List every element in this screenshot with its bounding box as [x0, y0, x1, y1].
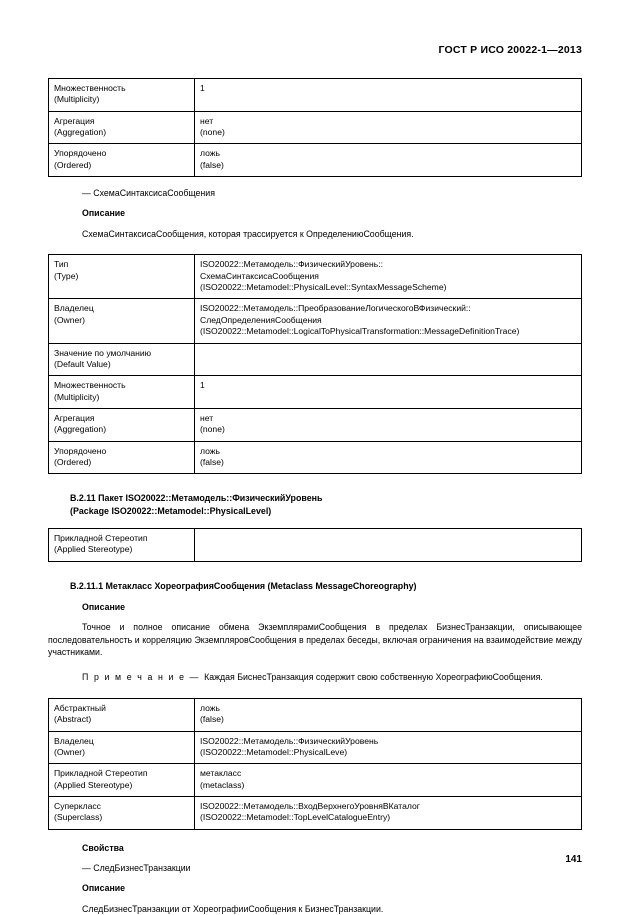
table-cell-value [195, 111, 582, 144]
value-line-1: ISO20022::Метамодель::ФизическийУровень [200, 735, 379, 746]
value-line-2: (none) [200, 127, 225, 138]
bullet-business-transaction-trace: — СледБизнесТранзакции [82, 863, 191, 874]
description-heading: Описание [82, 883, 126, 894]
table-cell-value [195, 376, 582, 409]
spacer [48, 220, 582, 228]
value-line-1: нет [200, 412, 214, 423]
spacer [48, 895, 582, 903]
table-4-body [49, 698, 582, 829]
table-cell-label [49, 299, 195, 343]
spacer [48, 199, 582, 207]
table-cell-label [49, 731, 195, 764]
table-cell-label [49, 144, 195, 177]
value-line-3: (ISO20022::Metamodel::PhysicalLevel::SyntaxMessageScheme) [200, 282, 447, 293]
table-cell-label [49, 698, 195, 731]
table-cell-label [49, 255, 195, 299]
page-header: ГОСТ Р ИСО 20022-1—2013 [438, 44, 582, 56]
bullet-syntax-scheme: — СхемаСинтаксисаСообщения [82, 188, 215, 199]
table-cell-value [195, 764, 582, 797]
table-cell-label [49, 441, 195, 474]
table-cell-value [195, 529, 582, 562]
table-1-body [49, 79, 582, 177]
label-line-ru: Владелец [54, 303, 94, 314]
attribute-table-4 [48, 698, 582, 830]
spacer [48, 854, 582, 862]
label-line-ru: Тип [54, 259, 69, 270]
table-row [49, 343, 582, 376]
label-line-en: (Aggregation) [54, 424, 107, 435]
value-line-1: ложь [200, 445, 221, 456]
label-line-en: (Applied Stereotype) [54, 544, 133, 555]
spacer [48, 830, 582, 842]
table-row [49, 408, 582, 441]
properties-heading: Свойства [82, 842, 124, 853]
label-line-en: (Owner) [54, 747, 86, 757]
value-line-1: ложь [200, 148, 221, 159]
table-cell-value [195, 408, 582, 441]
description-heading: Описание [82, 208, 126, 219]
label-line-ru: Суперкласс [54, 801, 101, 812]
table-cell-label [49, 797, 195, 830]
table-cell-label [49, 111, 195, 144]
value-line-2: (metaclass) [200, 779, 245, 790]
label-line-ru: Абстрактный [54, 702, 106, 713]
label-line-ru: Владелец [54, 735, 94, 746]
page-content [48, 78, 582, 915]
table-row [49, 79, 582, 112]
spacer [48, 593, 582, 601]
table-row [49, 376, 582, 409]
value-line-2: СледОпределенияСообщения [200, 314, 322, 325]
label-line-ru: Упорядочено [54, 148, 107, 159]
spacer [48, 659, 582, 671]
label-line-ru: Прикладной Стереотип [54, 533, 148, 544]
table-cell-label [49, 343, 195, 376]
value-line-2: (false) [200, 456, 224, 467]
value-line-2: (ISO20022::Metamodel::PhysicalLeve) [200, 747, 348, 757]
spacer [48, 177, 582, 187]
table-cell-label [49, 408, 195, 441]
page-number: 141 [565, 854, 582, 865]
label-line-ru: Множественность [54, 380, 126, 391]
table-cell-value [195, 698, 582, 731]
note-text: Каждая БиснесТранзакция содержит свою собственную ХореографиюСообщения. [204, 672, 543, 683]
value-line-1: ISO20022::Метамодель::ФизическийУровень:: [200, 259, 383, 270]
value-line-2: (false) [200, 714, 224, 725]
table-3-body [49, 529, 582, 562]
value-line-3: (ISO20022::Metamodel::LogicalToPhysicalTransformation::MessageDefinitionTrace) [200, 326, 520, 337]
table-row [49, 111, 582, 144]
label-line-en: (Owner) [54, 314, 86, 325]
description-text: СледБизнесТранзакции от ХореографииСообщения к БизнесТранзакции. [82, 903, 384, 914]
value-line-2: СхемаСинтаксисаСообщения [200, 270, 319, 281]
table-cell-value [195, 299, 582, 343]
table-row [49, 255, 582, 299]
spacer [48, 240, 582, 254]
section-heading-b2-11-line2: (Package ISO20022::Metamodel::PhysicalLevel) [70, 506, 272, 517]
description-text: СхемаСинтаксисаСообщения, которая трассируется к ОпределениюСообщения. [82, 228, 414, 239]
table-cell-label [49, 529, 195, 562]
table-cell-value [195, 797, 582, 830]
table-row [49, 797, 582, 830]
value-line-1: ISO20022::Метамодель::ВходВерхнегоУровняВКаталог [200, 801, 420, 812]
label-line-en: (Superclass) [54, 812, 103, 823]
table-cell-label [49, 764, 195, 797]
value-line-2: (ISO20022::Metamodel::TopLevelCatalogueEntry) [200, 812, 391, 823]
label-line-en: (Applied Stereotype) [54, 779, 133, 790]
label-line-en: (Default Value) [54, 358, 111, 369]
table-cell-value [195, 343, 582, 376]
table-cell-value [195, 255, 582, 299]
table-row [49, 764, 582, 797]
value-line-2: (false) [200, 159, 224, 170]
table-cell-value [195, 441, 582, 474]
table-cell-label [49, 376, 195, 409]
spacer [48, 518, 582, 528]
table-cell-label [49, 79, 195, 112]
value-line-1: ISO20022::Метамодель::ПреобразованиеЛогическогоВФизический:: [200, 303, 471, 314]
attribute-table-2 [48, 254, 582, 474]
table-cell-value [195, 144, 582, 177]
value-line-2: (none) [200, 424, 225, 435]
label-line-ru: Агрегация [54, 412, 95, 423]
value-line-1: метакласс [200, 768, 242, 779]
label-line-en: (Aggregation) [54, 127, 107, 138]
value-line-1: 1 [200, 380, 205, 391]
attribute-table-1 [48, 78, 582, 177]
table-cell-value [195, 79, 582, 112]
note-block [48, 671, 582, 684]
spacer [48, 562, 582, 580]
label-line-en: (Ordered) [54, 456, 92, 467]
value-line-1: 1 [200, 83, 205, 93]
note-label: П р и м е ч а н и е — [82, 672, 205, 683]
label-line-ru: Прикладной Стереотип [54, 768, 148, 779]
table-row [49, 144, 582, 177]
label-line-ru: Значение по умолчанию [54, 347, 152, 358]
label-line-ru: Агрегация [54, 115, 95, 126]
description-heading: Описание [82, 601, 126, 612]
spacer [48, 684, 582, 698]
label-line-en: (Multiplicity) [54, 94, 100, 105]
table-row [49, 299, 582, 343]
label-line-ru: Множественность [54, 83, 126, 93]
table-2-body [49, 255, 582, 474]
attribute-table-3 [48, 528, 582, 562]
table-row [49, 698, 582, 731]
description-text: Точное и полное описание обмена ЭкземплярамиСообщения в пределах БизнесТранзакции, описывающее последовательность и корреляцию ЭкземпляровСообщения в пределах беседы, включая ограничения на взаимодействие между участниками. [48, 621, 582, 658]
label-line-en: (Ordered) [54, 159, 92, 170]
value-line-1: нет [200, 115, 214, 126]
value-line-1: ложь [200, 702, 221, 713]
label-line-en: (Abstract) [54, 714, 92, 725]
spacer [48, 474, 582, 492]
spacer [48, 613, 582, 621]
table-row [49, 441, 582, 474]
label-line-en: (Multiplicity) [54, 391, 100, 402]
section-heading-b2-11-line1: В.2.11 Пакет ISO20022::Метамодель::ФизическийУровень [70, 493, 323, 504]
table-cell-value [195, 731, 582, 764]
table-row [49, 529, 582, 562]
label-line-en: (Type) [54, 270, 79, 281]
table-row [49, 731, 582, 764]
spacer [48, 874, 582, 882]
label-line-ru: Упорядочено [54, 445, 107, 456]
section-heading-b2-11-1: В.2.11.1 Метакласс ХореографияСообщения (Metaclass MessageChoreography) [70, 580, 417, 591]
